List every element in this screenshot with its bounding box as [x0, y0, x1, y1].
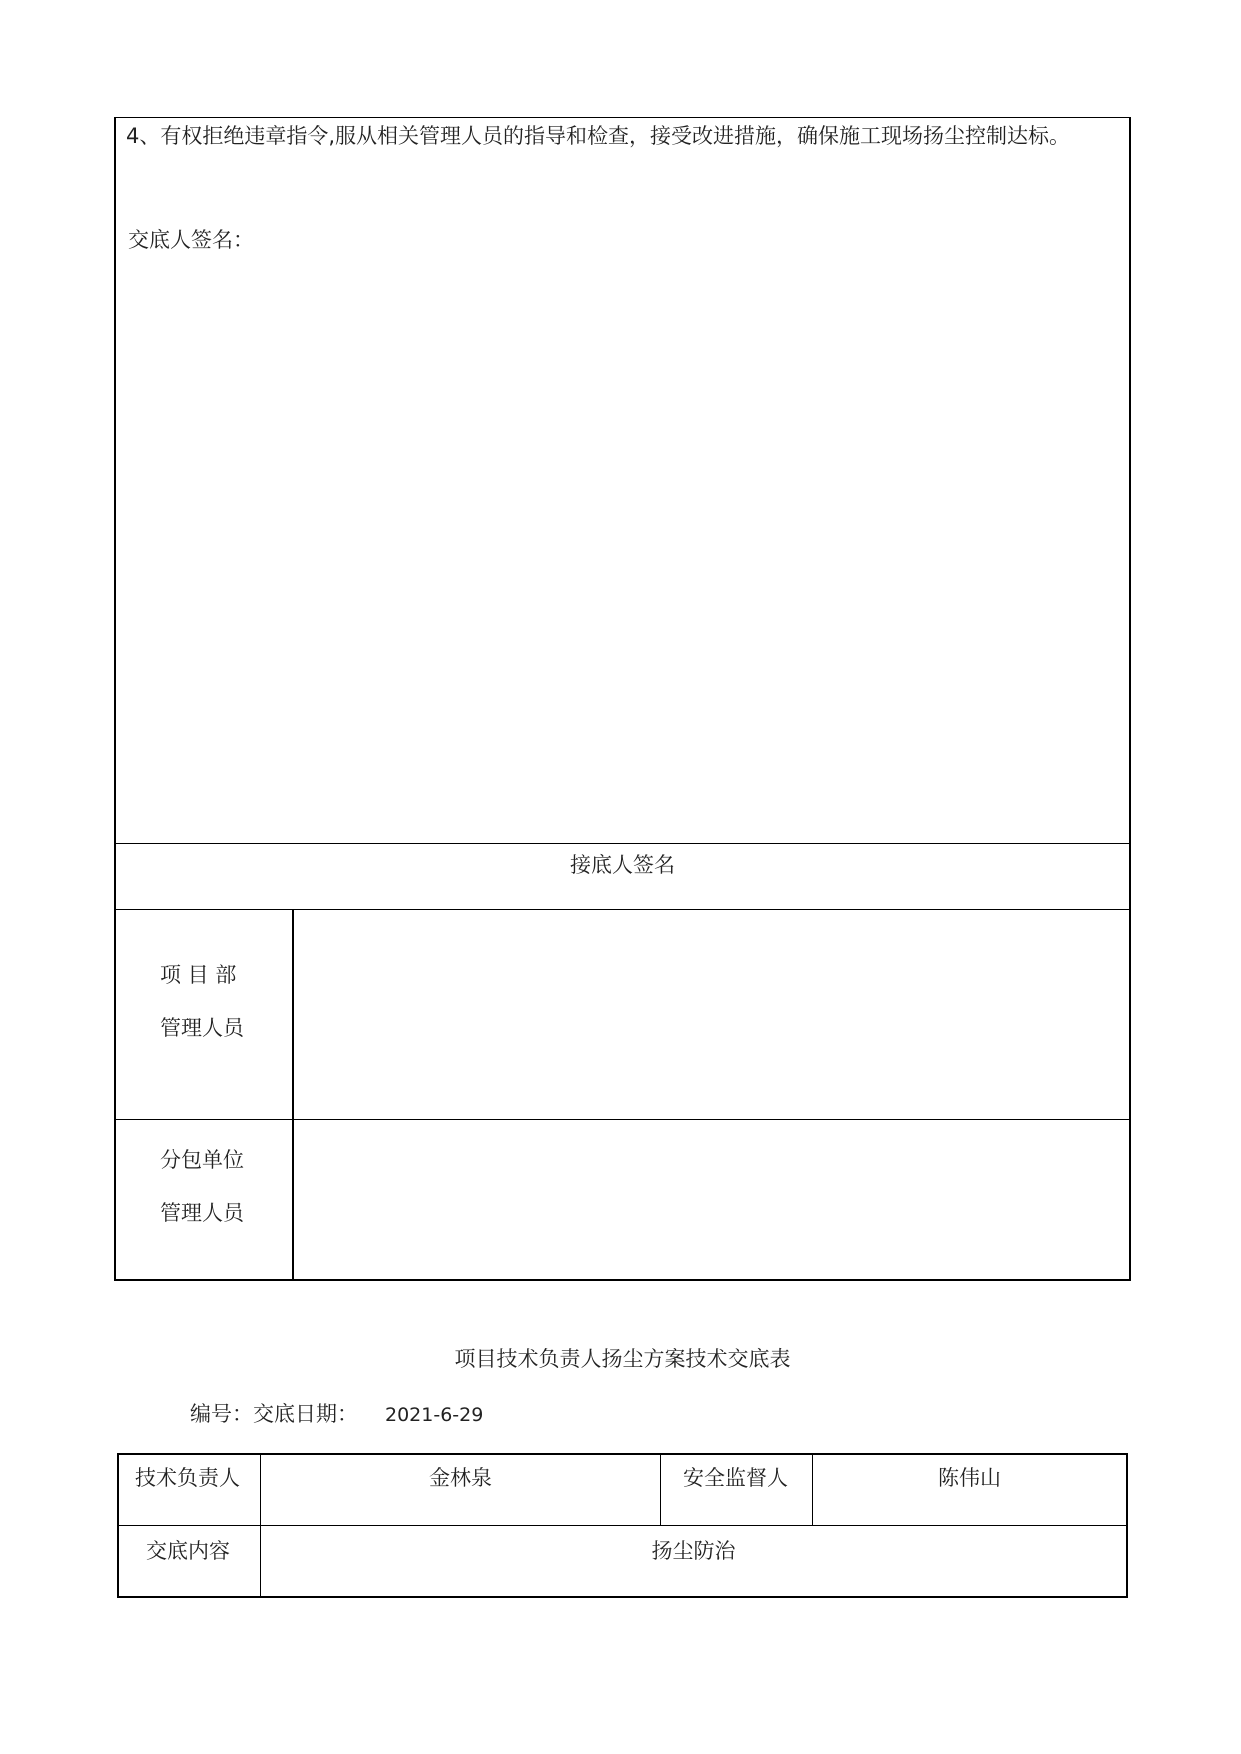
project-dept-label-line2: 管理人员 [160, 1016, 244, 1040]
number-date-label: 编号：交底日期： [190, 1402, 358, 1426]
receiver-header-top-line [114, 843, 1131, 844]
upper-table-right-border [1129, 117, 1131, 1281]
upper-table-bottom-border [114, 1279, 1131, 1281]
lower-table-col-divider-2 [660, 1453, 661, 1526]
tech-lead-value: 金林泉 [429, 1466, 492, 1490]
lower-table-row-divider [117, 1525, 1128, 1526]
clause-4-text: 4、有权拒绝违章指令,服从相关管理人员的指导和检查，接受改进措施，确保施工现场扬尘控制达标。 [126, 124, 1071, 148]
discloser-signature-label: 交底人签名： [128, 228, 254, 252]
form-title: 项目技术负责人扬尘方案技术交底表 [454, 1347, 791, 1371]
project-dept-signature-area[interactable] [294, 910, 1129, 1119]
safety-supervisor-label: 安全监督人 [683, 1466, 788, 1490]
tech-lead-label: 技术负责人 [135, 1466, 240, 1490]
content-value: 扬尘防治 [651, 1539, 736, 1563]
discloser-signature-area[interactable] [116, 260, 1128, 840]
lower-table-bottom-border [117, 1596, 1128, 1598]
subcontractor-label-line2: 管理人员 [160, 1201, 244, 1225]
lower-table-col-divider-3 [812, 1453, 813, 1526]
disclosure-date-value: 2021-6-29 [385, 1404, 484, 1426]
safety-supervisor-value: 陈伟山 [938, 1466, 1001, 1490]
upper-table-top-border [114, 117, 1131, 118]
subcontractor-signature-area[interactable] [294, 1120, 1129, 1279]
project-dept-label-line1: 项 目 部 [160, 963, 237, 987]
receiver-signature-header: 接底人签名 [570, 853, 675, 877]
lower-table-top-border [117, 1453, 1128, 1455]
content-label: 交底内容 [146, 1539, 230, 1563]
subcontractor-label-line1: 分包单位 [160, 1148, 244, 1172]
